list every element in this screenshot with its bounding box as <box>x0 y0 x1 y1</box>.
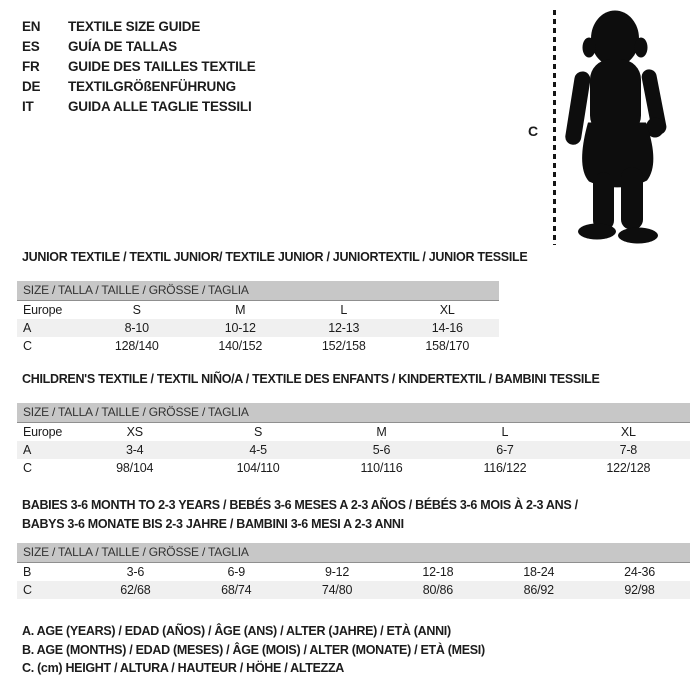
row-label: C <box>23 583 32 597</box>
size-value: 74/80 <box>321 583 353 597</box>
language-row <box>22 57 256 77</box>
row-label: Europe <box>23 425 63 439</box>
section-title <box>22 370 599 389</box>
size-header-bar: SIZE / TALLA / TAILLE / GRÖSSE / TAGLIA <box>17 543 690 563</box>
size-value: 62/68 <box>120 583 151 597</box>
section-title-line: JUNIOR TEXTILE / TEXTIL JUNIOR/ TEXTILE JUNIOR / JUNIORTEXTIL / JUNIOR TESSILE <box>22 250 528 264</box>
section-title-line: BABYS 3-6 MONATE BIS 2-3 JAHRE / BAMBINI 3-6 MESI A 2-3 ANNI <box>22 517 404 531</box>
size-value: 14-16 <box>431 321 463 335</box>
section-title-line: CHILDREN'S TEXTILE / TEXTIL NIÑO/A / TEXTILE DES ENFANTS / KINDERTEXTIL / BAMBINI TESSILE <box>22 372 600 386</box>
size-value: 7-8 <box>619 443 638 457</box>
section-title <box>22 248 527 267</box>
size-header-bar: SIZE / TALLA / TAILLE / GRÖSSE / TAGLIA <box>17 403 690 423</box>
table-row-c <box>17 581 690 599</box>
size-value: 122/128 <box>606 461 651 475</box>
size-value: L <box>340 303 348 317</box>
size-value: 128/140 <box>114 339 159 353</box>
footnotes <box>22 622 485 678</box>
size-value: XS <box>126 425 143 439</box>
language-code: DE <box>22 79 41 94</box>
table-row-c <box>17 459 690 477</box>
size-value: 116/122 <box>483 461 527 475</box>
childrens-size-table <box>17 403 690 477</box>
size-value: S <box>132 303 141 317</box>
size-value: 3-6 <box>126 565 145 579</box>
language-code: IT <box>22 99 34 114</box>
size-value: XL <box>620 425 636 439</box>
language-code: EN <box>22 19 41 34</box>
row-label: C <box>23 461 32 475</box>
language-label: TEXTILGRÖßENFÜHRUNG <box>68 79 236 94</box>
language-code: ES <box>22 39 40 54</box>
size-value: 9-12 <box>324 565 350 579</box>
size-value: 8-10 <box>124 321 149 335</box>
size-value: 4-5 <box>249 443 267 457</box>
language-row <box>22 77 256 97</box>
size-value: 80/86 <box>422 583 454 597</box>
size-value: 18-24 <box>523 565 555 579</box>
size-value: 3-4 <box>125 443 144 457</box>
table-row-europe <box>17 301 499 319</box>
toddler-silhouette-icon <box>563 6 698 244</box>
size-value: 10-12 <box>224 321 256 335</box>
footnote-a: A. AGE (YEARS) / EDAD (AÑOS) / ÂGE (ANS) / ALTER (JAHRE) / ETÀ (ANNI) <box>22 624 451 638</box>
size-value: 92/98 <box>624 583 655 597</box>
size-value: 152/158 <box>321 339 366 353</box>
size-value: 6-7 <box>496 443 514 457</box>
row-label: Europe <box>23 303 63 317</box>
size-value: 68/74 <box>221 583 252 597</box>
language-list <box>22 17 256 117</box>
language-label: GUÍA DE TALLAS <box>68 39 177 54</box>
size-value: L <box>501 425 509 439</box>
language-row <box>22 97 256 117</box>
language-row <box>22 17 256 37</box>
size-value: 24-36 <box>624 565 656 579</box>
size-value: S <box>254 425 263 439</box>
row-label: B <box>23 565 32 579</box>
language-label: GUIDE DES TAILLES TEXTILE <box>68 59 256 74</box>
size-value: 12-18 <box>422 565 454 579</box>
size-value: 12-13 <box>328 321 360 335</box>
height-measure-dashed-line <box>553 10 556 245</box>
size-value: M <box>235 303 246 317</box>
section-title <box>22 496 578 534</box>
language-label: TEXTILE SIZE GUIDE <box>68 19 201 34</box>
row-label: A <box>23 321 32 335</box>
size-value: 86/92 <box>523 583 554 597</box>
table-row-a <box>17 319 499 337</box>
row-label: A <box>23 443 32 457</box>
section-title-line: BABIES 3-6 MONTH TO 2-3 YEARS / BEBÉS 3-6 MESES A 2-3 AÑOS / BÉBÉS 3-6 MOIS À 2-3 ANS / <box>22 498 578 512</box>
size-value: 110/116 <box>360 461 403 475</box>
size-value: 98/104 <box>116 461 154 475</box>
size-value: 5-6 <box>372 443 391 457</box>
size-value: 6-9 <box>227 565 245 579</box>
table-row-a <box>17 441 690 459</box>
footnote-b: B. AGE (MONTHS) / EDAD (MESES) / ÂGE (MOIS) / ALTER (MONATE) / ETÀ (MESI) <box>22 642 485 657</box>
table-row-c <box>17 337 499 355</box>
babies-size-table <box>17 543 690 599</box>
size-value: 104/110 <box>236 461 280 475</box>
language-label: GUIDA ALLE TAGLIE TESSILI <box>68 99 252 114</box>
table-row-europe <box>17 423 690 441</box>
table-row-b <box>17 563 690 581</box>
size-value: 140/152 <box>218 339 263 353</box>
row-label: C <box>23 339 32 353</box>
size-header-bar: SIZE / TALLA / TAILLE / GRÖSSE / TAGLIA <box>17 281 499 301</box>
size-value: M <box>376 425 387 439</box>
junior-size-table <box>17 281 499 355</box>
size-value: XL <box>439 303 455 317</box>
size-value: 158/170 <box>425 339 470 353</box>
language-row <box>22 37 256 57</box>
height-measure-label: C <box>528 123 539 139</box>
language-code: FR <box>22 59 40 74</box>
footnote-c: C. (cm) HEIGHT / ALTURA / HAUTEUR / HÖHE / ALTEZZA <box>22 661 345 675</box>
